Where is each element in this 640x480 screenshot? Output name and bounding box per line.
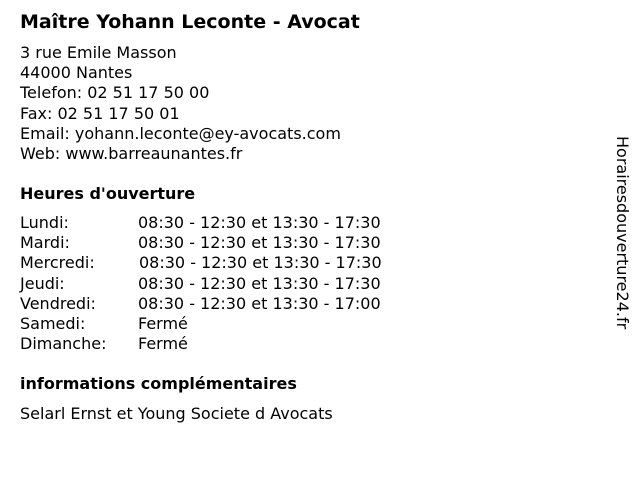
day-label: Samedi:	[20, 313, 86, 333]
hours-value: Fermé	[138, 334, 188, 354]
day-label: Vendredi:	[20, 293, 96, 313]
phone-number: Telefon: 02 51 17 50 00	[20, 83, 210, 103]
hours-value: 08:30 - 12:30 et 13:30 - 17:30	[139, 253, 382, 273]
day-label: Jeudi:	[20, 273, 65, 293]
site-watermark: Horairesdouverture24.fr	[613, 136, 632, 330]
hours-value: 08:30 - 12:30 et 13:30 - 17:30	[138, 273, 381, 293]
hours-value: 08:30 - 12:30 et 13:30 - 17:30	[138, 233, 381, 253]
additional-info-heading: informations complémentaires	[20, 374, 297, 393]
opening-hours-heading: Heures d'ouverture	[20, 184, 196, 203]
hours-value: 08:30 - 12:30 et 13:30 - 17:00	[138, 293, 381, 313]
day-label: Dimanche:	[20, 334, 107, 354]
address-city: 44000 Nantes	[20, 63, 133, 83]
contact-block	[20, 43, 341, 164]
day-label: Mardi:	[20, 233, 70, 253]
day-label: Mercredi:	[20, 253, 95, 273]
address-street: 3 rue Emile Masson	[20, 43, 177, 62]
hours-value: Fermé	[138, 313, 188, 333]
page-title: Maître Yohann Leconte - Avocat	[20, 11, 360, 33]
fax-number: Fax: 02 51 17 50 01	[20, 103, 180, 123]
hours-value: 08:30 - 12:30 et 13:30 - 17:30	[138, 213, 381, 232]
additional-info-text: Selarl Ernst et Young Societe d Avocats	[20, 404, 333, 423]
day-label: Lundi:	[20, 213, 69, 232]
email-address: Email: yohann.leconte@ey-avocats.com	[20, 123, 341, 143]
website-address: Web: www.barreaunantes.fr	[20, 144, 243, 164]
